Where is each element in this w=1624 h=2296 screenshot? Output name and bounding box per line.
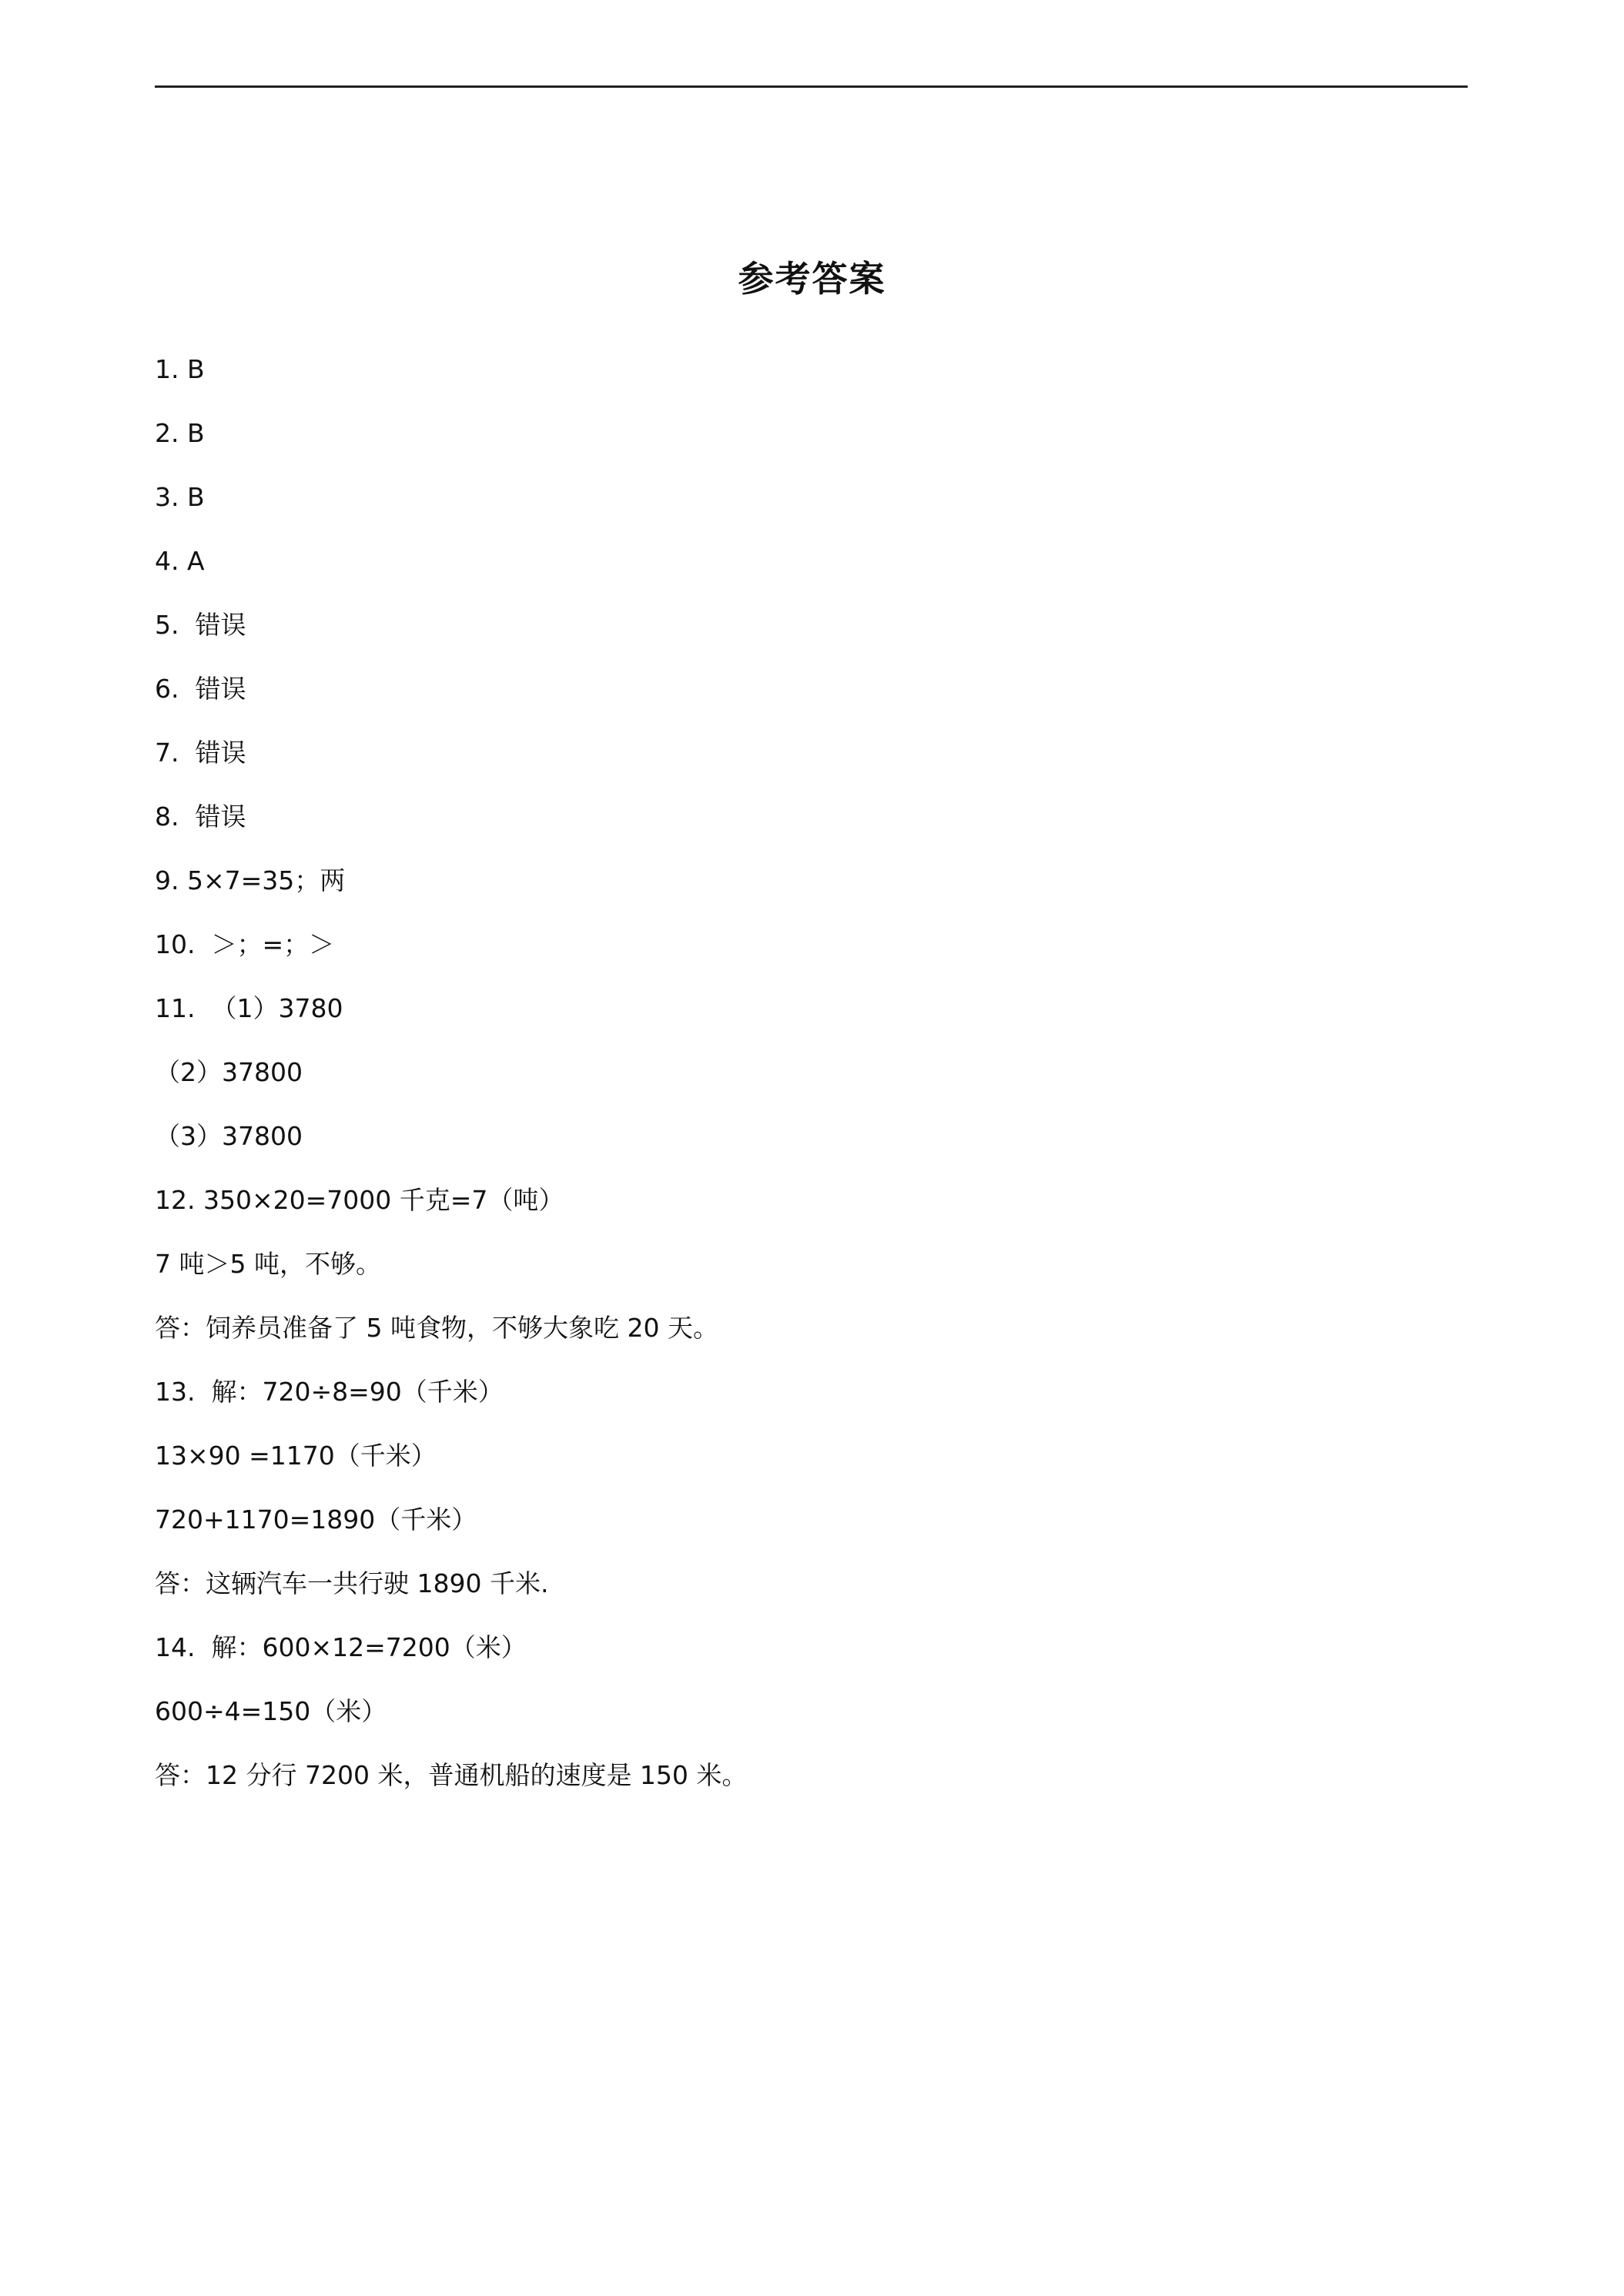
answer-line-14-answer: 答：12 分行 7200 米，普通机船的速度是 150 米。	[155, 1760, 748, 1790]
answer-line-12: 12. 350×20=7000 千克=7（吨）	[155, 1185, 564, 1215]
answer-line-8: 8. 错误	[155, 802, 246, 832]
answer-line-13-step-2: 13×90 =1170（千米）	[155, 1441, 437, 1471]
answer-line-13: 13. 解：720÷8=90（千米）	[155, 1377, 504, 1407]
answer-line-1: 1. B	[155, 354, 205, 384]
answer-line-2: 2. B	[155, 418, 205, 448]
answer-line-13-answer: 答：这辆汽车一共行驶 1890 千米.	[155, 1568, 549, 1598]
answer-line-11-part-2: （2）37800	[155, 1057, 303, 1087]
answer-line-11-part-3: （3）37800	[155, 1121, 303, 1151]
answer-line-9: 9. 5×7=35；两	[155, 865, 346, 895]
answer-line-10: 10. ＞；=；＞	[155, 929, 335, 959]
answer-list	[155, 346, 1468, 1816]
answer-line-4: 4. A	[155, 546, 205, 576]
answer-line-6: 6. 错误	[155, 674, 246, 704]
answer-line-13-step-3: 720+1170=1890（千米）	[155, 1504, 477, 1535]
page-title: 参考答案	[738, 258, 886, 300]
answer-line-5: 5. 错误	[155, 610, 246, 640]
answer-line-12-step-2: 7 吨＞5 吨，不够。	[155, 1249, 381, 1279]
answer-line-3: 3. B	[155, 482, 205, 512]
header-divider	[155, 85, 1468, 88]
answer-line-14: 14. 解：600×12=7200（米）	[155, 1632, 527, 1662]
answer-line-7: 7. 错误	[155, 738, 246, 768]
answer-line-11: 11. （1）3780	[155, 993, 343, 1023]
answer-line-14-step-2: 600÷4=150（米）	[155, 1696, 387, 1726]
answer-line-12-answer: 答：饲养员准备了 5 吨食物，不够大象吃 20 天。	[155, 1313, 718, 1343]
